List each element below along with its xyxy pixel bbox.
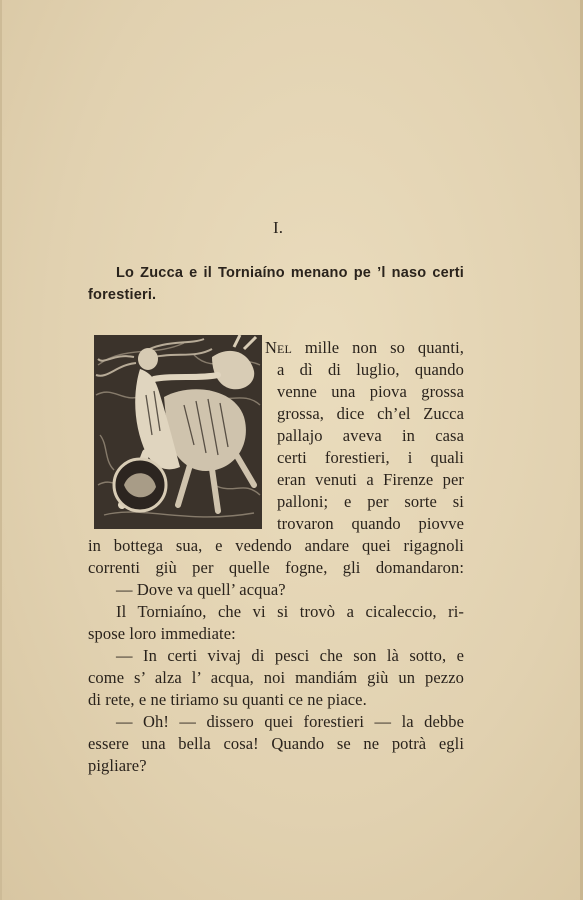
text-line-9: trovaron quando piovve xyxy=(277,514,464,533)
text-line-13: Il Torniaíno, che vi si trovò a cicaleccio, ri- xyxy=(116,602,464,621)
text-line-6: certi forestieri, i quali xyxy=(277,448,464,467)
chapter-title: Lo Zucca e il Torniaíno menano pe ’l naso certi forestieri. xyxy=(88,265,464,303)
woodcut-nymph-riding-goat-icon xyxy=(94,335,262,529)
dialogue-line-3: — Oh! — dissero quei forestieri — la debbe xyxy=(116,712,464,731)
text-line-11: correnti giù per quelle fogne, gli domandaron: xyxy=(88,558,464,577)
text-line-4: grossa, dice ch’el Zucca xyxy=(277,404,464,423)
woodcut-illustration xyxy=(94,335,262,529)
text-line-7: eran venuti a Firenze per xyxy=(277,470,464,489)
text-line-2: a dì di luglio, quando xyxy=(277,360,464,379)
drop-initial-word: Nel xyxy=(265,338,292,357)
text-line-20: pigliare? xyxy=(88,756,147,775)
text-line-16: come s’ alza l’ acqua, noi mandiám giù un pezzo xyxy=(88,668,464,687)
text-line-17: di rete, e ne tiriamo su quanti ce ne piace. xyxy=(88,690,367,709)
text-line-3: venne una piova grossa xyxy=(277,382,464,401)
text-line-1: Nel mille non so quanti, xyxy=(265,338,464,357)
dialogue-line-2: — In certi vivaj di pesci che son là sotto, e xyxy=(116,646,464,665)
text-line-19: essere una bella cosa! Quando se ne potrà egli xyxy=(88,734,464,753)
text-line-8: palloni; e per sorte si xyxy=(277,492,464,511)
chapter-number: I. xyxy=(273,218,283,237)
text-line-5: pallajo aveva in casa xyxy=(277,426,464,445)
dialogue-line-1: — Dove va quell’ acqua? xyxy=(116,580,286,599)
text-line-10: in bottega sua, e vedendo andare quei rigagnoli xyxy=(88,536,464,555)
text-line-14: spose loro immediate: xyxy=(88,624,236,643)
